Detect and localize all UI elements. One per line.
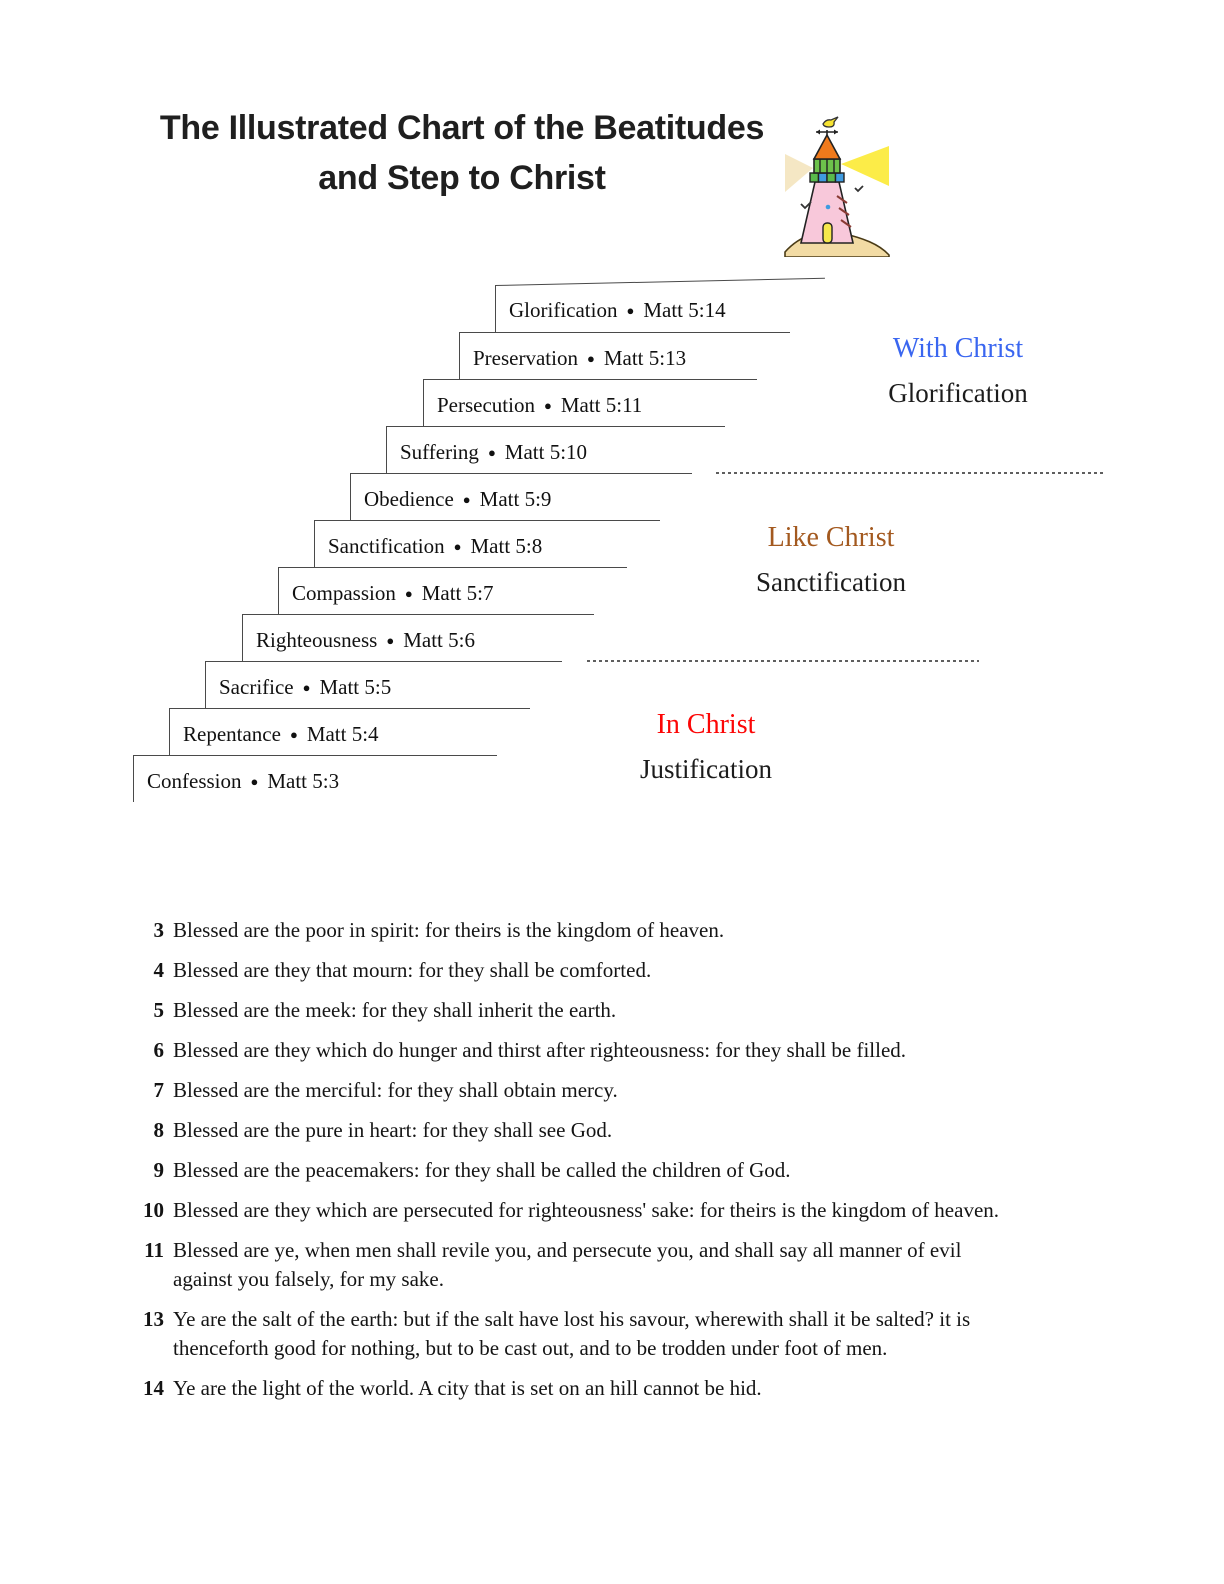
bullet-icon: ● xyxy=(543,398,552,413)
bullet-icon: ● xyxy=(462,492,471,507)
stair-step-suffering xyxy=(386,426,725,473)
step-ref: Matt 5:6 xyxy=(403,628,475,652)
verse-text: Blessed are they that mourn: for they shall be comforted. xyxy=(173,958,652,982)
section-like-christ xyxy=(701,518,961,600)
stair-step-obedience xyxy=(350,473,692,520)
step-label: Preservation xyxy=(473,346,578,370)
verse-list xyxy=(130,916,1090,1414)
section-stage: Glorification xyxy=(888,378,1028,408)
section-phase: In Christ xyxy=(656,709,756,740)
stair-step-righteousness xyxy=(242,614,594,661)
step-ref: Matt 5:4 xyxy=(306,722,379,746)
step-ref: Matt 5:13 xyxy=(603,346,687,370)
verse-row-11 xyxy=(130,1236,1090,1294)
verse-number: 7 xyxy=(153,1078,164,1102)
section-phase: Like Christ xyxy=(767,522,895,553)
step-label: Confession xyxy=(147,769,242,793)
verse-number: 5 xyxy=(153,998,164,1022)
verse-number: 4 xyxy=(153,958,164,982)
verse-row-4 xyxy=(130,956,1090,985)
verse-row-6 xyxy=(130,1036,1090,1065)
page-title-line1: The Illustrated Chart of the Beatitudes xyxy=(159,109,765,147)
verse-row-10 xyxy=(130,1196,1090,1225)
verse-text: Blessed are the peacemakers: for they shall be called the children of God. xyxy=(173,1158,791,1182)
bullet-icon: ● xyxy=(487,445,496,460)
verse-number: 8 xyxy=(153,1118,164,1142)
verse-text: Blessed are they which do hunger and thirst after righteousness: for they shall be filled. xyxy=(173,1038,907,1062)
stair-step-compassion xyxy=(278,567,627,614)
verse-number: 6 xyxy=(153,1038,164,1062)
bullet-icon: ● xyxy=(453,539,462,554)
step-ref: Matt 5:7 xyxy=(421,581,494,605)
verse-number: 3 xyxy=(153,918,164,942)
page-title xyxy=(152,103,772,203)
section-divider-dashed-bottom xyxy=(587,660,979,662)
section-with-christ xyxy=(828,329,1088,411)
step-ref: Matt 5:9 xyxy=(479,487,552,511)
bullet-icon: ● xyxy=(302,680,311,695)
step-ref: Matt 5:11 xyxy=(560,393,643,417)
page-title-line2: and Step to Christ xyxy=(318,159,606,197)
stair-step-repentance xyxy=(169,708,530,755)
verse-text: Blessed are they which are persecuted for righteousness' sake: for theirs is the kingdom of heaven. xyxy=(173,1198,1000,1222)
step-label: Suffering xyxy=(400,440,479,464)
verse-row-5 xyxy=(130,996,1090,1025)
section-phase: With Christ xyxy=(892,333,1024,364)
stair-step-persecution xyxy=(423,379,757,426)
stair-step-sacrifice xyxy=(205,661,562,708)
section-stage: Justification xyxy=(640,754,772,784)
step-ref: Matt 5:3 xyxy=(267,769,340,793)
verse-row-9 xyxy=(130,1156,1090,1185)
step-ref: Matt 5:14 xyxy=(643,298,726,322)
step-label: Obedience xyxy=(364,487,454,511)
verse-number: 9 xyxy=(153,1158,164,1182)
step-label: Glorification xyxy=(509,298,618,322)
bullet-icon: ● xyxy=(404,586,413,601)
step-label: Persecution xyxy=(437,393,535,417)
verse-text: Blessed are the meek: for they shall inherit the earth. xyxy=(173,998,617,1022)
step-label: Sanctification xyxy=(328,534,445,558)
bullet-icon: ● xyxy=(386,633,395,648)
bullet-icon: ● xyxy=(250,774,259,789)
verse-number: 10 xyxy=(143,1198,164,1222)
verse-row-13 xyxy=(130,1305,1090,1363)
section-in-christ xyxy=(576,705,836,787)
verse-row-8 xyxy=(130,1116,1090,1145)
step-ref: Matt 5:10 xyxy=(504,440,588,464)
step-ref: Matt 5:8 xyxy=(470,534,543,558)
step-label: Repentance xyxy=(183,722,281,746)
verse-text: Ye are the salt of the earth: but if the salt have lost his savour, wherewith shall it be salted? it is thenceforth good for nothing, but to be cast out, and to be trodden under foot of men. xyxy=(173,1307,971,1360)
stair-step-preservation xyxy=(459,332,790,379)
lighthouse-icon xyxy=(783,112,893,257)
bullet-icon: ● xyxy=(586,351,595,366)
verse-text: Blessed are the pure in heart: for they shall see God. xyxy=(173,1118,613,1142)
stair-step-confession xyxy=(133,755,497,802)
verse-number: 14 xyxy=(143,1376,164,1400)
verse-text: Ye are the light of the world. A city that is set on an hill cannot be hid. xyxy=(173,1376,762,1400)
stair-step-glorification xyxy=(495,285,822,332)
step-label: Righteousness xyxy=(256,628,378,652)
bullet-icon: ● xyxy=(626,303,635,318)
verse-number: 11 xyxy=(144,1238,164,1262)
verse-text: Blessed are the merciful: for they shall obtain mercy. xyxy=(173,1078,618,1102)
section-stage: Sanctification xyxy=(756,567,906,597)
step-label: Compassion xyxy=(292,581,396,605)
section-divider-dashed-top xyxy=(716,472,1106,474)
verse-row-14 xyxy=(130,1374,1090,1403)
step-ref: Matt 5:5 xyxy=(319,675,392,699)
verse-row-7 xyxy=(130,1076,1090,1105)
bullet-icon: ● xyxy=(289,727,298,742)
verse-number: 13 xyxy=(143,1307,164,1331)
verse-row-3 xyxy=(130,916,1090,945)
stair-step-sanctification xyxy=(314,520,660,567)
verse-text: Blessed are the poor in spirit: for theirs is the kingdom of heaven. xyxy=(173,918,725,942)
step-label: Sacrifice xyxy=(219,675,294,699)
verse-text: Blessed are ye, when men shall revile you, and persecute you, and shall say all manner of evil against you falsely, for my sake. xyxy=(173,1238,962,1291)
